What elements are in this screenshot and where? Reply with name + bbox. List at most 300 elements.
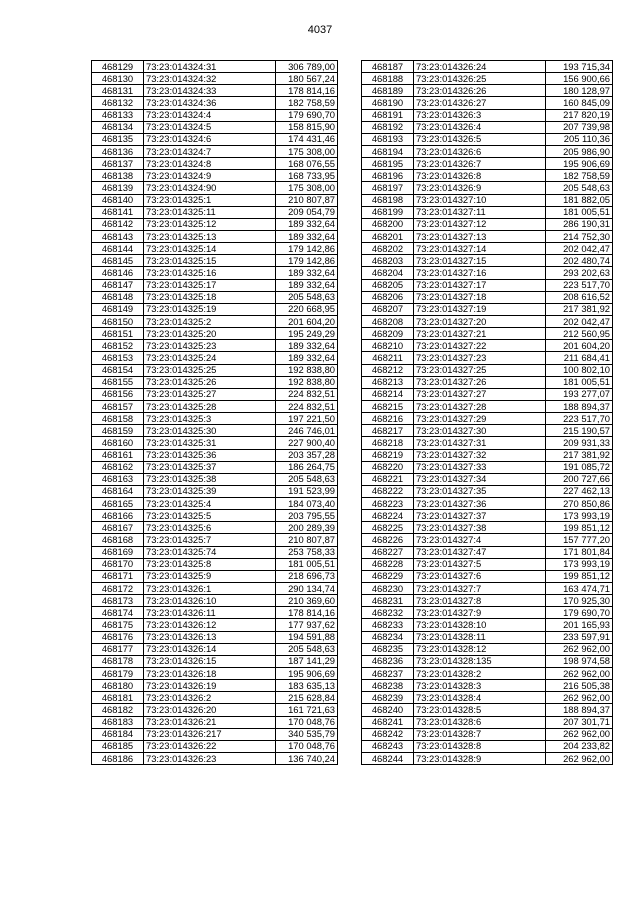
- cadastral-value: 212 560,95: [546, 328, 613, 340]
- cadastral-value: 217 381,92: [546, 303, 613, 315]
- cadastral-number: 73:23:014324:36: [144, 97, 276, 109]
- table-row: [92, 61, 338, 73]
- row-number: 468174: [92, 607, 144, 619]
- row-number: 468212: [362, 364, 414, 376]
- row-number: 468239: [362, 692, 414, 704]
- table-row: [92, 206, 338, 218]
- cadastral-value: 209 054,79: [276, 206, 338, 218]
- cadastral-number: 73:23:014327:31: [414, 437, 546, 449]
- table-row: [362, 473, 613, 485]
- cadastral-value: 205 548,63: [276, 643, 338, 655]
- row-number: 468241: [362, 716, 414, 728]
- table-row: [92, 485, 338, 497]
- row-number: 468158: [92, 413, 144, 425]
- table-row: [362, 425, 613, 437]
- cadastral-number: 73:23:014327:26: [414, 376, 546, 388]
- table-row: [362, 218, 613, 230]
- cadastral-number: 73:23:014328:6: [414, 716, 546, 728]
- cadastral-value: 246 746,01: [276, 425, 338, 437]
- row-number: 468137: [92, 158, 144, 170]
- cadastral-value: 187 141,29: [276, 655, 338, 667]
- table-row: [92, 291, 338, 303]
- row-number: 468168: [92, 534, 144, 546]
- row-number: 468196: [362, 170, 414, 182]
- data-table-right: [361, 60, 613, 765]
- table-row: [92, 461, 338, 473]
- cadastral-value: 340 535,79: [276, 728, 338, 740]
- row-number: 468147: [92, 279, 144, 291]
- row-number: 468228: [362, 558, 414, 570]
- table-row: [92, 255, 338, 267]
- cadastral-number: 73:23:014326:11: [144, 607, 276, 619]
- cadastral-number: 73:23:014327:33: [414, 461, 546, 473]
- cadastral-number: 73:23:014326:21: [144, 716, 276, 728]
- row-number: 468142: [92, 218, 144, 230]
- row-number: 468129: [92, 61, 144, 73]
- cadastral-number: 73:23:014327:4: [414, 534, 546, 546]
- table-row: [92, 194, 338, 206]
- cadastral-number: 73:23:014328:2: [414, 668, 546, 680]
- cadastral-value: 180 567,24: [276, 73, 338, 85]
- cadastral-value: 209 931,33: [546, 437, 613, 449]
- row-number: 468159: [92, 425, 144, 437]
- table-row: [92, 73, 338, 85]
- cadastral-number: 73:23:014327:16: [414, 267, 546, 279]
- cadastral-value: 205 548,63: [546, 182, 613, 194]
- cadastral-number: 73:23:014327:23: [414, 352, 546, 364]
- row-number: 468140: [92, 194, 144, 206]
- table-row: [92, 352, 338, 364]
- row-number: 468227: [362, 546, 414, 558]
- cadastral-value: 181 005,51: [546, 376, 613, 388]
- cadastral-value: 191 523,99: [276, 485, 338, 497]
- table-row: [362, 692, 613, 704]
- row-number: 468231: [362, 595, 414, 607]
- row-number: 468184: [92, 728, 144, 740]
- cadastral-value: 207 739,98: [546, 121, 613, 133]
- table-row: [362, 364, 613, 376]
- row-number: 468175: [92, 619, 144, 631]
- cadastral-value: 201 604,20: [546, 340, 613, 352]
- cadastral-number: 73:23:014326:26: [414, 85, 546, 97]
- row-number: 468214: [362, 388, 414, 400]
- cadastral-number: 73:23:014325:38: [144, 473, 276, 485]
- row-number: 468211: [362, 352, 414, 364]
- row-number: 468230: [362, 583, 414, 595]
- cadastral-value: 175 308,00: [276, 182, 338, 194]
- table-row: [362, 728, 613, 740]
- cadastral-value: 157 777,20: [546, 534, 613, 546]
- cadastral-number: 73:23:014327:15: [414, 255, 546, 267]
- row-number: 468205: [362, 279, 414, 291]
- table-row: [362, 619, 613, 631]
- row-number: 468235: [362, 643, 414, 655]
- cadastral-value: 227 900,40: [276, 437, 338, 449]
- table-row: [92, 631, 338, 643]
- table-row: [92, 328, 338, 340]
- cadastral-number: 73:23:014325:8: [144, 558, 276, 570]
- row-number: 468149: [92, 303, 144, 315]
- cadastral-number: 73:23:014325:74: [144, 546, 276, 558]
- cadastral-value: 179 142,86: [276, 255, 338, 267]
- row-number: 468144: [92, 243, 144, 255]
- cadastral-number: 73:23:014327:20: [414, 315, 546, 327]
- row-number: 468233: [362, 619, 414, 631]
- row-number: 468210: [362, 340, 414, 352]
- cadastral-value: 177 937,62: [276, 619, 338, 631]
- table-row: [362, 388, 613, 400]
- cadastral-number: 73:23:014325:14: [144, 243, 276, 255]
- cadastral-value: 199 851,12: [546, 522, 613, 534]
- table-row: [362, 643, 613, 655]
- cadastral-number: 73:23:014325:15: [144, 255, 276, 267]
- cadastral-value: 293 202,63: [546, 267, 613, 279]
- row-number: 468161: [92, 449, 144, 461]
- row-number: 468180: [92, 680, 144, 692]
- table-row: [92, 145, 338, 157]
- cadastral-value: 210 369,60: [276, 595, 338, 607]
- table-row: [362, 485, 613, 497]
- table-row: [92, 473, 338, 485]
- table-row: [92, 668, 338, 680]
- table-row: [92, 158, 338, 170]
- table-row: [362, 73, 613, 85]
- cadastral-number: 73:23:014325:24: [144, 352, 276, 364]
- cadastral-number: 73:23:014327:25: [414, 364, 546, 376]
- row-number: 468197: [362, 182, 414, 194]
- cadastral-number: 73:23:014326:19: [144, 680, 276, 692]
- row-number: 468156: [92, 388, 144, 400]
- cadastral-number: 73:23:014328:5: [414, 704, 546, 716]
- table-row: [362, 291, 613, 303]
- cadastral-number: 73:23:014328:135: [414, 655, 546, 667]
- table-row: [362, 655, 613, 667]
- table-row: [362, 315, 613, 327]
- cadastral-value: 218 696,73: [276, 570, 338, 582]
- cadastral-number: 73:23:014326:217: [144, 728, 276, 740]
- cadastral-value: 100 802,10: [546, 364, 613, 376]
- table-row: [92, 425, 338, 437]
- cadastral-number: 73:23:014325:26: [144, 376, 276, 388]
- cadastral-number: 73:23:014324:5: [144, 121, 276, 133]
- table-row: [362, 607, 613, 619]
- table-row: [92, 133, 338, 145]
- row-number: 468226: [362, 534, 414, 546]
- row-number: 468221: [362, 473, 414, 485]
- row-number: 468136: [92, 145, 144, 157]
- table-row: [362, 546, 613, 558]
- cadastral-number: 73:23:014326:4: [414, 121, 546, 133]
- row-number: 468178: [92, 655, 144, 667]
- cadastral-value: 194 591,88: [276, 631, 338, 643]
- cadastral-value: 215 628,84: [276, 692, 338, 704]
- cadastral-value: 160 845,09: [546, 97, 613, 109]
- cadastral-value: 197 221,50: [276, 413, 338, 425]
- table-row: [362, 400, 613, 412]
- cadastral-number: 73:23:014324:4: [144, 109, 276, 121]
- cadastral-number: 73:23:014328:9: [414, 753, 546, 765]
- table-row: [92, 340, 338, 352]
- cadastral-number: 73:23:014327:5: [414, 558, 546, 570]
- row-number: 468162: [92, 461, 144, 473]
- table-row: [362, 170, 613, 182]
- cadastral-value: 175 308,00: [276, 145, 338, 157]
- cadastral-number: 73:23:014326:8: [414, 170, 546, 182]
- row-number: 468213: [362, 376, 414, 388]
- row-number: 468173: [92, 595, 144, 607]
- cadastral-value: 198 974,58: [546, 655, 613, 667]
- table-row: [92, 437, 338, 449]
- cadastral-number: 73:23:014325:7: [144, 534, 276, 546]
- cadastral-value: 186 264,75: [276, 461, 338, 473]
- table-row: [362, 668, 613, 680]
- table-row: [362, 97, 613, 109]
- row-number: 468201: [362, 230, 414, 242]
- row-number: 468141: [92, 206, 144, 218]
- cadastral-value: 211 684,41: [546, 352, 613, 364]
- row-number: 468243: [362, 740, 414, 752]
- cadastral-number: 73:23:014325:37: [144, 461, 276, 473]
- row-number: 468223: [362, 498, 414, 510]
- cadastral-value: 202 042,47: [546, 243, 613, 255]
- table-row: [92, 680, 338, 692]
- cadastral-number: 73:23:014327:21: [414, 328, 546, 340]
- row-number: 468154: [92, 364, 144, 376]
- cadastral-number: 73:23:014324:90: [144, 182, 276, 194]
- cadastral-number: 73:23:014325:11: [144, 206, 276, 218]
- table-row: [362, 413, 613, 425]
- table-row: [362, 255, 613, 267]
- cadastral-value: 306 789,00: [276, 61, 338, 73]
- row-number: 468145: [92, 255, 144, 267]
- table-row: [362, 243, 613, 255]
- cadastral-value: 220 668,95: [276, 303, 338, 315]
- cadastral-value: 227 462,13: [546, 485, 613, 497]
- cadastral-number: 73:23:014325:28: [144, 400, 276, 412]
- cadastral-number: 73:23:014327:8: [414, 595, 546, 607]
- cadastral-number: 73:23:014326:23: [144, 753, 276, 765]
- cadastral-number: 73:23:014324:32: [144, 73, 276, 85]
- cadastral-number: 73:23:014326:3: [414, 109, 546, 121]
- row-number: 468181: [92, 692, 144, 704]
- row-number: 468209: [362, 328, 414, 340]
- cadastral-value: 193 277,07: [546, 388, 613, 400]
- cadastral-value: 174 431,46: [276, 133, 338, 145]
- row-number: 468203: [362, 255, 414, 267]
- cadastral-value: 201 604,20: [276, 315, 338, 327]
- table-row: [92, 619, 338, 631]
- cadastral-number: 73:23:014325:4: [144, 498, 276, 510]
- row-number: 468215: [362, 400, 414, 412]
- cadastral-value: 156 900,66: [546, 73, 613, 85]
- cadastral-number: 73:23:014328:4: [414, 692, 546, 704]
- table-row: [92, 655, 338, 667]
- cadastral-value: 262 962,00: [546, 753, 613, 765]
- cadastral-number: 73:23:014328:7: [414, 728, 546, 740]
- table-row: [92, 218, 338, 230]
- cadastral-value: 204 233,82: [546, 740, 613, 752]
- table-row: [92, 546, 338, 558]
- row-number: 468135: [92, 133, 144, 145]
- cadastral-value: 224 832,51: [276, 400, 338, 412]
- cadastral-value: 205 548,63: [276, 291, 338, 303]
- row-number: 468134: [92, 121, 144, 133]
- table-row: [362, 534, 613, 546]
- table-row: [362, 740, 613, 752]
- cadastral-number: 73:23:014325:12: [144, 218, 276, 230]
- cadastral-number: 73:23:014327:34: [414, 473, 546, 485]
- cadastral-value: 205 110,36: [546, 133, 613, 145]
- table-row: [92, 109, 338, 121]
- row-number: 468194: [362, 145, 414, 157]
- table-row: [362, 680, 613, 692]
- cadastral-number: 73:23:014326:20: [144, 704, 276, 716]
- cadastral-value: 184 073,40: [276, 498, 338, 510]
- table-row: [362, 510, 613, 522]
- cadastral-number: 73:23:014324:33: [144, 85, 276, 97]
- row-number: 468171: [92, 570, 144, 582]
- table-row: [362, 558, 613, 570]
- row-number: 468217: [362, 425, 414, 437]
- cadastral-number: 73:23:014325:6: [144, 522, 276, 534]
- cadastral-value: 214 752,30: [546, 230, 613, 242]
- table-row: [362, 449, 613, 461]
- cadastral-value: 192 838,80: [276, 376, 338, 388]
- row-number: 468177: [92, 643, 144, 655]
- cadastral-number: 73:23:014328:10: [414, 619, 546, 631]
- cadastral-number: 73:23:014325:30: [144, 425, 276, 437]
- cadastral-number: 73:23:014325:16: [144, 267, 276, 279]
- table-row: [92, 704, 338, 716]
- row-number: 468219: [362, 449, 414, 461]
- table-row: [362, 230, 613, 242]
- cadastral-number: 73:23:014327:18: [414, 291, 546, 303]
- row-number: 468130: [92, 73, 144, 85]
- table-row: [92, 230, 338, 242]
- cadastral-number: 73:23:014327:35: [414, 485, 546, 497]
- cadastral-value: 189 332,64: [276, 340, 338, 352]
- table-row: [92, 279, 338, 291]
- cadastral-number: 73:23:014325:31: [144, 437, 276, 449]
- row-number: 468207: [362, 303, 414, 315]
- cadastral-number: 73:23:014326:9: [414, 182, 546, 194]
- cadastral-value: 171 801,84: [546, 546, 613, 558]
- row-number: 468236: [362, 655, 414, 667]
- cadastral-value: 168 733,95: [276, 170, 338, 182]
- cadastral-number: 73:23:014324:8: [144, 158, 276, 170]
- cadastral-value: 286 190,31: [546, 218, 613, 230]
- cadastral-number: 73:23:014327:27: [414, 388, 546, 400]
- cadastral-number: 73:23:014325:1: [144, 194, 276, 206]
- row-number: 468244: [362, 753, 414, 765]
- cadastral-value: 200 727,66: [546, 473, 613, 485]
- cadastral-number: 73:23:014327:13: [414, 230, 546, 242]
- cadastral-number: 73:23:014325:23: [144, 340, 276, 352]
- row-number: 468225: [362, 522, 414, 534]
- cadastral-value: 262 962,00: [546, 692, 613, 704]
- row-number: 468240: [362, 704, 414, 716]
- table-row: [92, 522, 338, 534]
- table-row: [362, 303, 613, 315]
- cadastral-number: 73:23:014324:6: [144, 133, 276, 145]
- row-number: 468148: [92, 291, 144, 303]
- cadastral-value: 178 814,16: [276, 607, 338, 619]
- row-number: 468186: [92, 753, 144, 765]
- page-number: 4037: [307, 24, 333, 36]
- table-row: [362, 61, 613, 73]
- table-row: [362, 631, 613, 643]
- cadastral-number: 73:23:014326:1: [144, 583, 276, 595]
- cadastral-value: 201 165,93: [546, 619, 613, 631]
- table-row: [362, 704, 613, 716]
- cadastral-value: 179 690,70: [546, 607, 613, 619]
- table-row: [362, 85, 613, 97]
- cadastral-number: 73:23:014325:20: [144, 328, 276, 340]
- table-row: [362, 522, 613, 534]
- table-row: [92, 364, 338, 376]
- table-row: [92, 534, 338, 546]
- table-row: [92, 607, 338, 619]
- cadastral-number: 73:23:014325:5: [144, 510, 276, 522]
- row-number: 468166: [92, 510, 144, 522]
- cadastral-value: 215 190,57: [546, 425, 613, 437]
- table-row: [92, 740, 338, 752]
- table-row: [362, 158, 613, 170]
- row-number: 468155: [92, 376, 144, 388]
- table-row: [92, 400, 338, 412]
- table-row: [362, 583, 613, 595]
- cadastral-number: 73:23:014326:10: [144, 595, 276, 607]
- table-row: [92, 510, 338, 522]
- row-number: 468237: [362, 668, 414, 680]
- cadastral-number: 73:23:014326:7: [414, 158, 546, 170]
- cadastral-number: 73:23:014326:6: [414, 145, 546, 157]
- row-number: 468167: [92, 522, 144, 534]
- table-row: [92, 692, 338, 704]
- row-number: 468169: [92, 546, 144, 558]
- row-number: 468131: [92, 85, 144, 97]
- cadastral-value: 192 838,80: [276, 364, 338, 376]
- row-number: 468208: [362, 315, 414, 327]
- cadastral-value: 262 962,00: [546, 643, 613, 655]
- row-number: 468146: [92, 267, 144, 279]
- cadastral-value: 217 381,92: [546, 449, 613, 461]
- cadastral-value: 223 517,70: [546, 279, 613, 291]
- cadastral-value: 181 882,05: [546, 194, 613, 206]
- cadastral-value: 200 289,39: [276, 522, 338, 534]
- cadastral-number: 73:23:014328:8: [414, 740, 546, 752]
- cadastral-number: 73:23:014326:25: [414, 73, 546, 85]
- row-number: 468143: [92, 230, 144, 242]
- row-number: 468164: [92, 485, 144, 497]
- row-number: 468160: [92, 437, 144, 449]
- row-number: 468189: [362, 85, 414, 97]
- row-number: 468170: [92, 558, 144, 570]
- cadastral-value: 262 962,00: [546, 668, 613, 680]
- cadastral-value: 210 807,87: [276, 194, 338, 206]
- cadastral-number: 73:23:014327:30: [414, 425, 546, 437]
- table-row: [362, 376, 613, 388]
- cadastral-number: 73:23:014326:14: [144, 643, 276, 655]
- table-row: [92, 716, 338, 728]
- cadastral-number: 73:23:014326:27: [414, 97, 546, 109]
- row-number: 468229: [362, 570, 414, 582]
- table-row: [362, 498, 613, 510]
- table-row: [92, 170, 338, 182]
- table-row: [92, 753, 338, 765]
- cadastral-value: 158 815,90: [276, 121, 338, 133]
- table-row: [92, 449, 338, 461]
